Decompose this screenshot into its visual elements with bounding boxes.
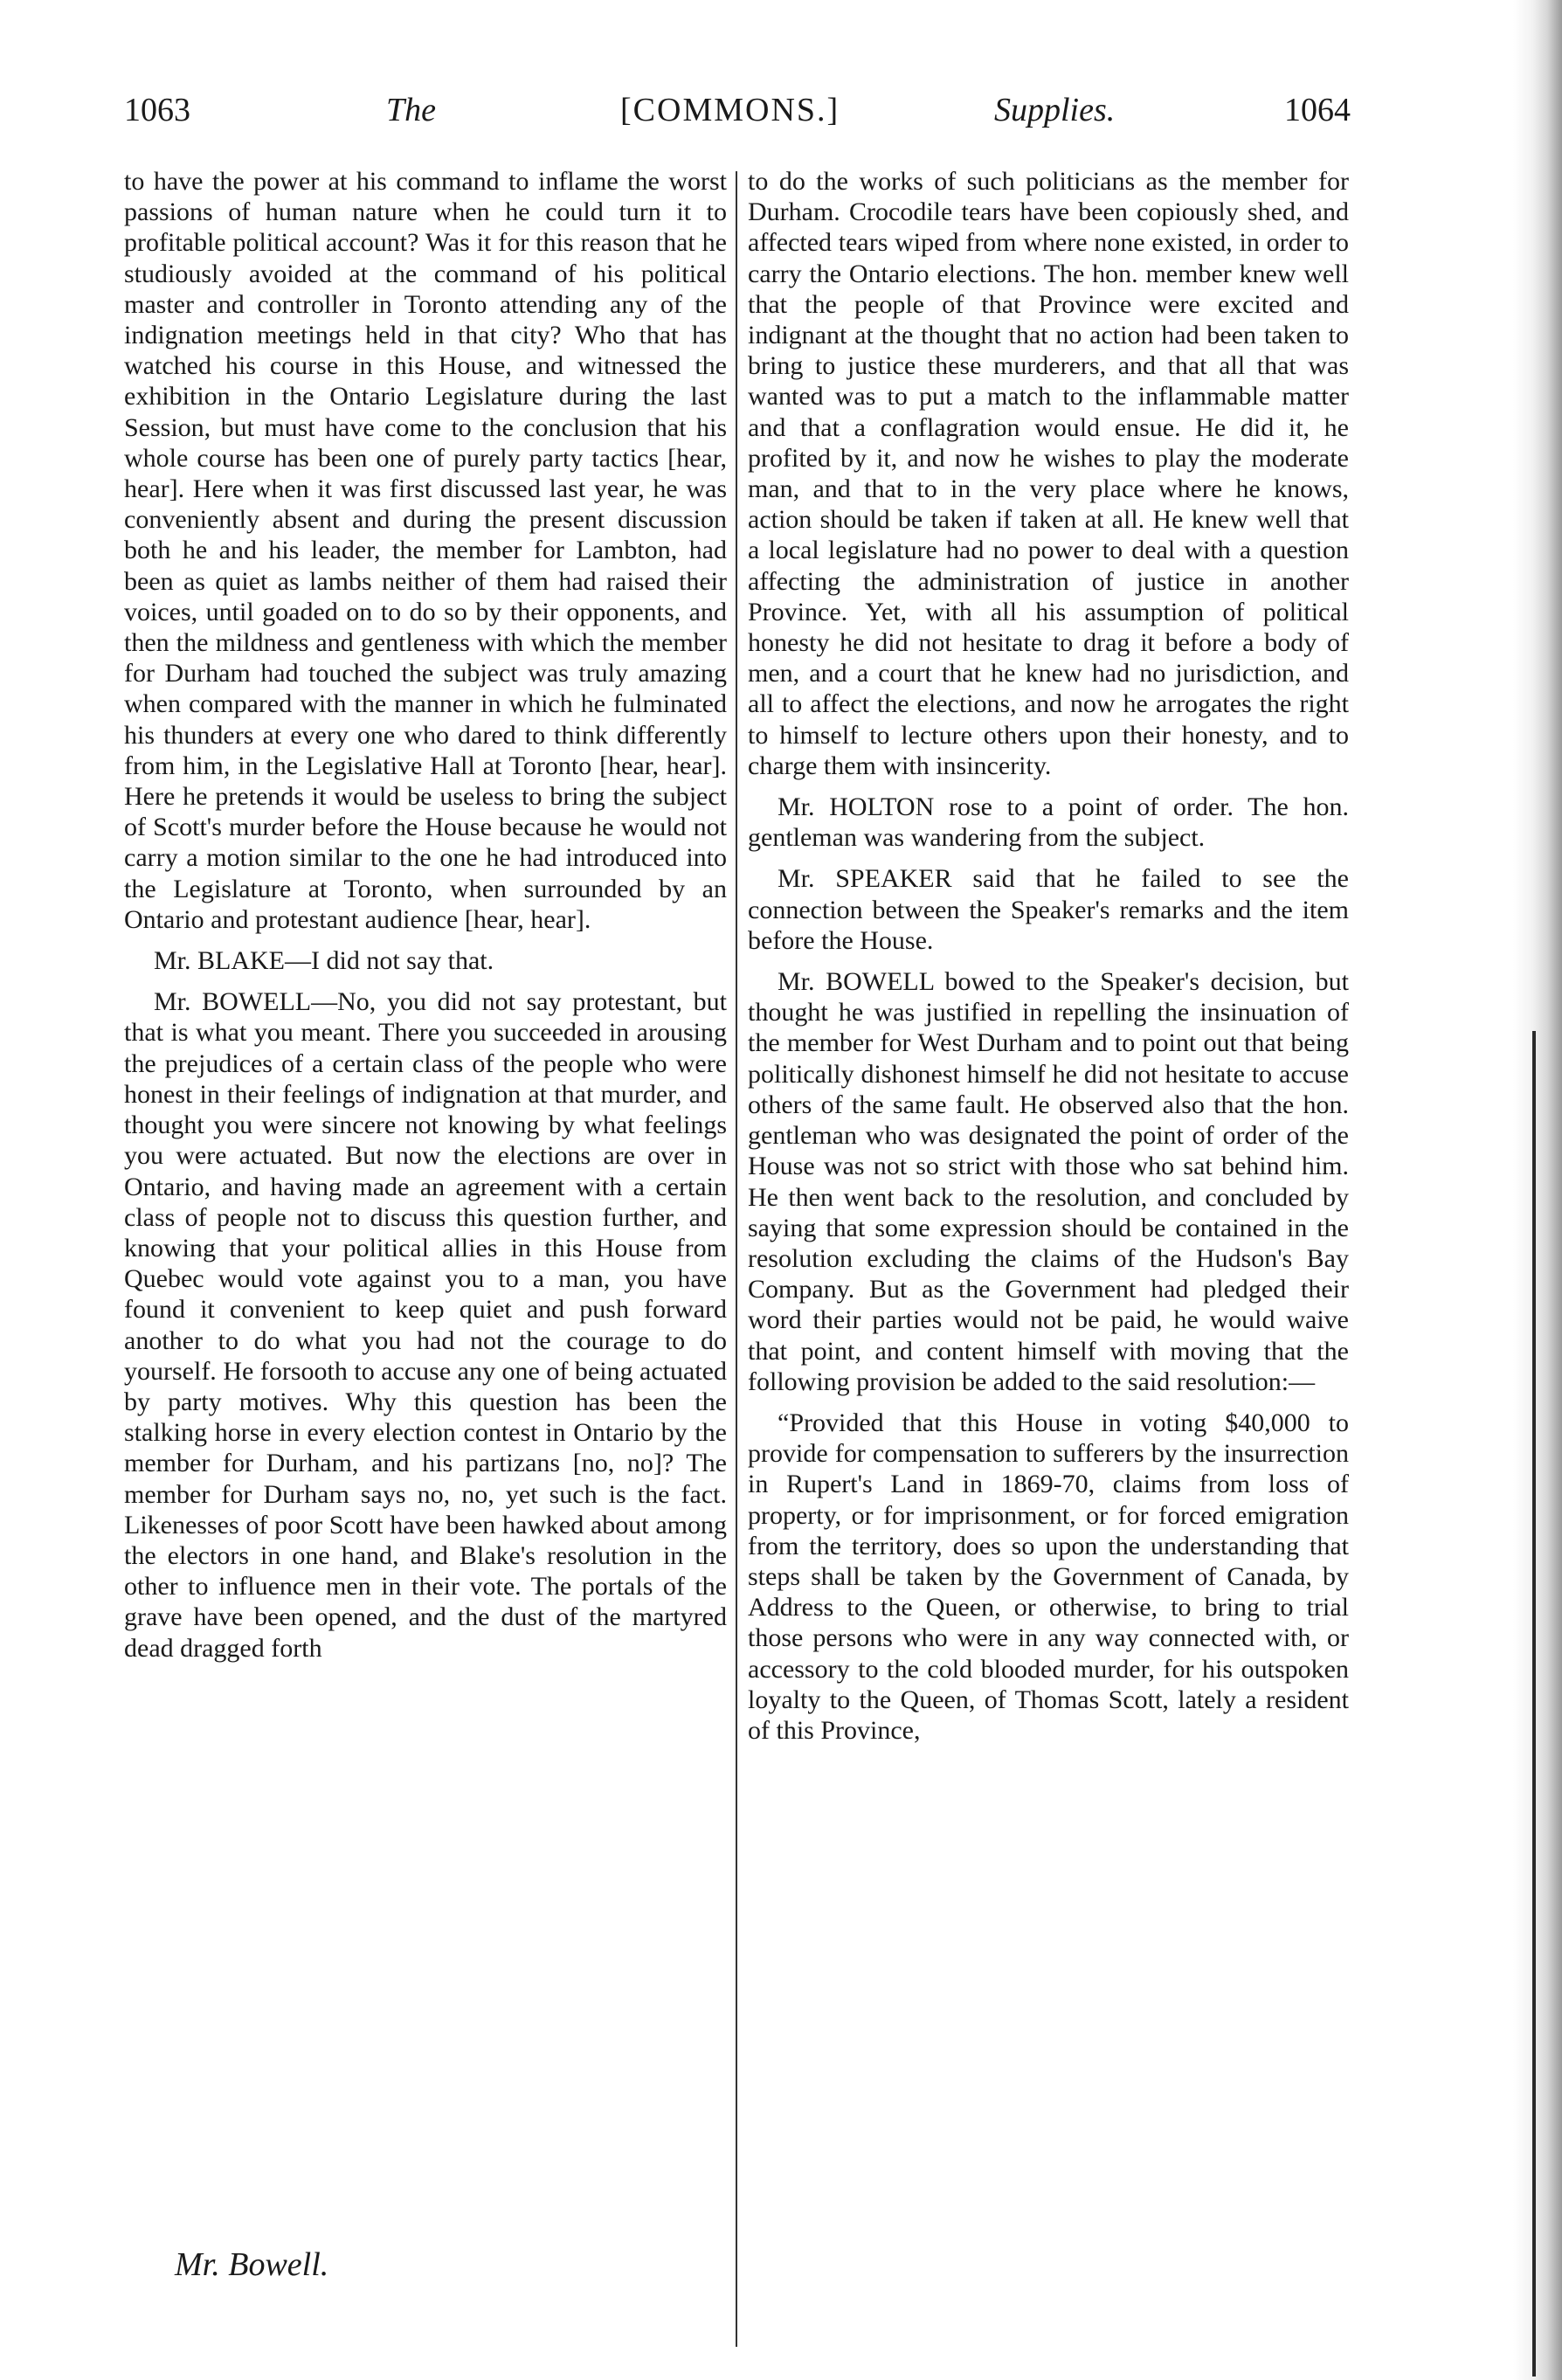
paragraph: Mr. BOWELL—No, you did not say protestant, but that is what you meant. There you succeeded in arousing the prejudices of a certain class of the people who were honest in their feelings of indignation at that murder, and thought you were sincere not knowing by what feelings you were actuated. But now the elections are over in Ontario, and having made an agreement with a certain class of people not to discuss this question further, and knowing that your political allies in this House from Quebec would vote against you to a man, you have found it convenient to keep quiet and push forward another to do what you had not the courage to do yourself. He forsooth to accuse any one of being actuated by party motives. Why this question has been the stalking horse in every election contest in Ontario by the member for Durham, and his partizans [no, no]? The member for Durham says no, no, yet such is the fact. Likenesses of poor Scott have been hawked about among the electors in one hand, and Blake's resolution in the other to influence men in their vote. The portals of the grave have been opened, and the dust of the martyred dead dragged forth xyxy=(124,987,727,1663)
paragraph: Mr. SPEAKER said that he failed to see the connection between the Speaker's remarks and the item before the House. xyxy=(748,864,1349,955)
page-number-left: 1063 xyxy=(124,92,190,128)
running-header xyxy=(124,91,1351,143)
running-title-supplies: Supplies. xyxy=(994,92,1116,128)
page-number-right: 1064 xyxy=(1284,92,1351,128)
left-column xyxy=(124,166,727,1664)
paragraph: Mr. HOLTON rose to a point of order. The hon. gentleman was wandering from the subject. xyxy=(748,792,1349,853)
quoted-motion: “Provided that this House in voting $40,000 to provide for compensation to sufferers by the insurrection in Rupert's Land in 1869-70, claims from loss of property, or for imprisonment, or for forced emigration from the territory, does so upon the understanding that steps shall be taken by the Government of Canada, by Address to the Queen, or otherwise, to bring to trial those persons who were in any way connected with, or accessory to the cold blooded murder, for his outspoken loyalty to the Queen, of Thomas Scott, lately a resident of this Province, xyxy=(748,1408,1349,1745)
paragraph: to do the works of such politicians as the member for Durham. Crocodile tears have been copiously shed, and affected tears wiped from where none existed, in order to carry the Ontario elections. The hon. member knew well that the people of that Province were excited and indignant at the thought that no action had been taken to bring to justice these murderers, and that all that was wanted was to put a match to the inflammable matter and that a conflagration would ensue. He did it, he profited by it, and now he wishes to play the moderate man, and that to in the very place where he knows, action should be taken if taken at all. He knew well that a local legislature had no power to deal with a question affecting the administration of justice in another Province. Yet, with all his assumption of political honesty he did not hesitate to drag it before a body of men, and a court that he knew had no jurisdiction, and all to affect the elections, and now he arrogates the right to himself to lecture others upon their honesty, and to charge them with insincerity. xyxy=(748,167,1349,780)
binding-line xyxy=(1532,1031,1536,2377)
paragraph: Mr. BOWELL bowed to the Speaker's decision, but thought he was justified in repelling the insinuation of the member for West Durham and to point out that being politically dishonest himself he did not hesitate to accuse others of the same fault. He observed also that the hon. gentleman who was designated the point of order of the House was not so strict with those who sat behind him. He then went back to the resolution, and concluded by saying that some expression should be contained in the resolution excluding the claims of the Hudson's Bay Company. But as the Government had pledged their word their parties would not be paid, he would waive that point, and content himself with moving that the following provision be added to the said resolution:— xyxy=(748,967,1349,1396)
paragraph: Mr. BLAKE—I did not say that. xyxy=(154,946,494,976)
running-title-the: The xyxy=(386,92,436,128)
running-title-commons: [COMMONS.] xyxy=(620,92,840,128)
page-edge-shadow xyxy=(1513,0,1562,2380)
column-divider xyxy=(736,171,737,2347)
right-column xyxy=(748,166,1349,1746)
paragraph: to have the power at his command to inflame the worst passions of human nature when he could turn it to profitable political account? Was it for this reason that he studiously avoided at the command of his political master and controller in Toronto attending any of the indignation meetings held in that city? Who that has watched his course in this House, and witnessed the exhibition in the Ontario Legislature during the last Session, but must have come to the conclusion that his whole course has been one of purely party tactics [hear, hear]. Here when it was first discussed last year, he was conveniently absent and during the present discussion both he and his leader, the member for Lambton, had been as quiet as lambs neither of them had raised their voices, until goaded on to do so by their opponents, and then the mildness and gentleness with which the member for Durham had touched the subject was truly amazing when compared with the manner in which he fulminated his thunders at every one who dared to think differently from him, in the Legislative Hall at Toronto [hear, hear]. Here he pretends it would be useless to bring the subject of Scott's murder before the House because he would not carry a motion similar to the one he had introduced into the Legislature at Toronto, when surrounded by an Ontario and protestant audience [hear, hear]. xyxy=(124,167,727,934)
speaker-footer: Mr. Bowell. xyxy=(175,2246,329,2283)
